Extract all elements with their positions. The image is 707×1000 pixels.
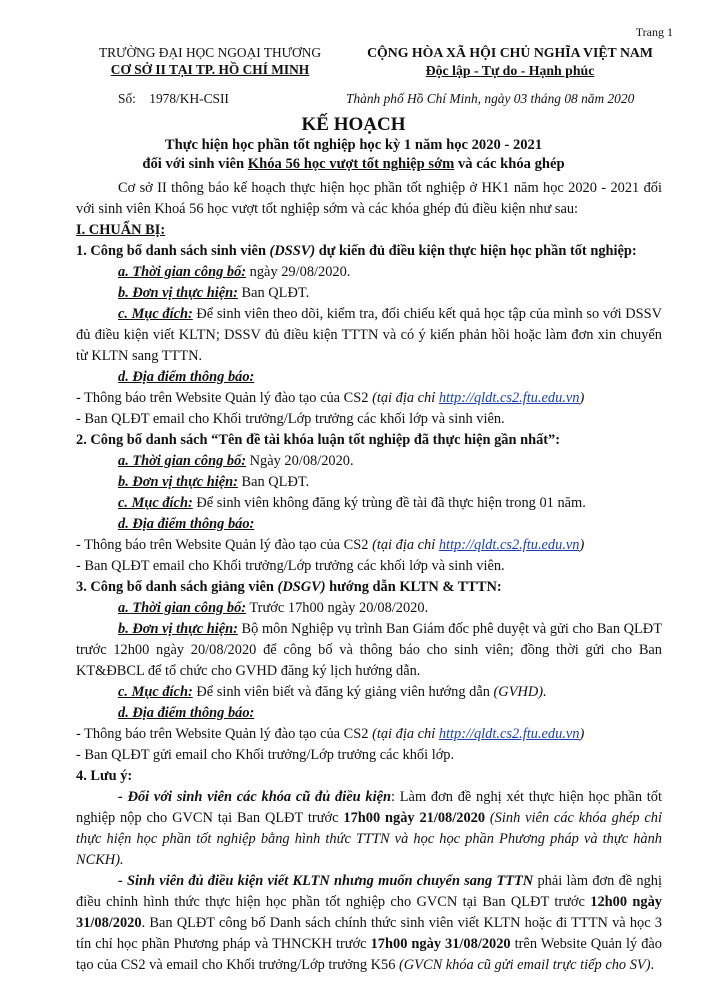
document-body: [76, 178, 662, 976]
item4-note-switch: - Sinh viên đủ điều kiện viết KLTN nhưng muốn chuyển sang TTTN phải làm đơn đề nghị điều chỉnh hình thức thực hiện học phần tốt nghiệp cho GVCN tại Ban QLĐT trước 12h00 ngày 31/08/2020. Ban QLĐT công bố Danh sách chính thức sinh viên viết KLTN hoặc đi TTTN và học 3 tín chỉ học phần Phương pháp và THNCKH trước 17h00 ngày 31/08/2020 trên Website Quản lý đào tạo của CS2 và email cho Khối trưởng/Lớp trưởng K56 (GVCN khóa cũ gửi email trực tiếp cho SV).: [76, 873, 663, 973]
section-heading: I. CHUẨN BỊ:: [76, 222, 166, 238]
item3-time: a. Thời gian công bố: Trước 17h00 ngày 20/08/2020.: [118, 600, 429, 616]
item3-purpose: c. Mục đích: Để sinh viên biết và đăng ký giảng viên hướng dẫn (GVHD).: [118, 684, 547, 700]
item1-bullet-email: - Ban QLĐT email cho Khối trưởng/Lớp trưởng các khối lớp và sinh viên.: [76, 411, 505, 427]
item1-time: a. Thời gian công bố: ngày 29/08/2020.: [118, 264, 351, 280]
item3-bullet-email: - Ban QLĐT gửi email cho Khối trưởng/Lớp trưởng các khối lớp.: [76, 747, 455, 763]
item3-place: d. Địa điểm thông báo:: [118, 705, 255, 721]
item1-place: d. Địa điểm thông báo:: [118, 369, 255, 385]
website-link[interactable]: http://qldt.cs2.ftu.edu.vn: [438, 537, 580, 553]
document-title: KẾ HOẠCH: [301, 114, 406, 135]
item1-purpose: c. Mục đích: Để sinh viên theo dõi, kiểm tra, đối chiếu kết quả học tập của mình so với DSSV đủ điều kiện viết KLTN; DSSV đủ điều kiện TTTN và có ý kiến phản hồi hoặc làm đơn xin chuyển từ KLTN sang TTTN.: [76, 306, 663, 364]
intro-paragraph: Cơ sở II thông báo kế hoạch thực hiện học phần tốt nghiệp ở HK1 năm học 2020 - 2021 đối với sinh viên Khoá 56 học vượt tốt nghiệp sớm và các khóa ghép đủ điều kiện như sau:: [76, 180, 662, 217]
item4-note-old-cohorts: - Đối với sinh viên các khóa cũ đủ điều kiện: Làm đơn đề nghị xét thực hiện học phần tốt nghiệp nộp cho GVCN tại Ban QLĐT trước 17h00 ngày 21/08/2020 (Sinh viên các khóa ghép chỉ thực hiện học phần tốt nghiệp bằng hình thức TTTN và học học phần Phương pháp và thực hành NCKH).: [76, 789, 662, 868]
document-subtitle: Thực hiện học phần tốt nghiệp học kỳ 1 năm học 2020 - 2021 đối với sinh viên Khóa 56 học vượt tốt nghiệp sớm và các khóa ghép: [142, 137, 565, 172]
item1-bullet-website: - Thông báo trên Website Quản lý đào tạo của CS2 (tại địa chỉ http://qldt.cs2.ftu.edu.vn): [76, 390, 585, 406]
national-header: [330, 44, 690, 80]
item2-place: d. Địa điểm thông báo:: [118, 516, 255, 532]
organization-header: [70, 44, 350, 78]
website-link[interactable]: http://qldt.cs2.ftu.edu.vn: [438, 390, 580, 406]
item3-unit: b. Đơn vị thực hiện: Bộ môn Nghiệp vụ trình Ban Giám đốc phê duyệt và gửi cho Ban QLĐT trước 12h00 ngày 20/08/2020 để công bố và thông báo cho sinh viên; đồng thời gửi cho Ban KT&ĐBCL để tổ chức cho GVHD đăng ký lịch hướng dẫn.: [76, 621, 662, 679]
website-link[interactable]: http://qldt.cs2.ftu.edu.vn: [438, 726, 580, 742]
document-number: Số: 1978/KH-CSII: [118, 91, 229, 106]
page-number: Trang 1: [635, 25, 673, 39]
item2-bullet-website: - Thông báo trên Website Quản lý đào tạo của CS2 (tại địa chỉ http://qldt.cs2.ftu.edu.vn): [76, 537, 585, 553]
item2-unit: b. Đơn vị thực hiện: Ban QLĐT.: [118, 474, 310, 490]
item4-heading: 4. Lưu ý:: [76, 768, 133, 784]
item2-heading: 2. Công bố danh sách “Tên đề tài khóa luận tốt nghiệp đã thực hiện gần nhất”:: [76, 432, 561, 448]
item3-heading: 3. Công bố danh sách giảng viên (DSGV) hướng dẫn KLTN & TTTN:: [76, 579, 502, 595]
nation-motto: Độc lập - Tự do - Hạnh phúc: [425, 63, 595, 78]
org-name: TRƯỜNG ĐẠI HỌC NGOẠI THƯƠNG: [98, 45, 322, 60]
item1-unit: b. Đơn vị thực hiện: Ban QLĐT.: [118, 285, 310, 301]
item1-heading: 1. Công bố danh sách sinh viên (DSSV) dự kiến đủ điều kiện thực hiện học phần tốt nghiệp:: [76, 243, 637, 259]
place-date: Thành phố Hồ Chí Minh, ngày 03 tháng 08 năm 2020: [346, 91, 635, 106]
item2-time: a. Thời gian công bố: Ngày 20/08/2020.: [118, 453, 354, 469]
nation-name: CỘNG HÒA XÃ HỘI CHỦ NGHĨA VIỆT NAM: [367, 45, 653, 60]
item3-bullet-website: - Thông báo trên Website Quản lý đào tạo của CS2 (tại địa chỉ http://qldt.cs2.ftu.edu.vn): [76, 726, 585, 742]
org-branch: CƠ SỞ II TẠI TP. HỒ CHÍ MINH: [110, 62, 310, 77]
item2-purpose: c. Mục đích: Để sinh viên không đăng ký trùng đề tài đã thực hiện trong 01 năm.: [118, 495, 586, 511]
item2-bullet-email: - Ban QLĐT email cho Khối trưởng/Lớp trưởng các khối lớp và sinh viên.: [76, 558, 505, 574]
